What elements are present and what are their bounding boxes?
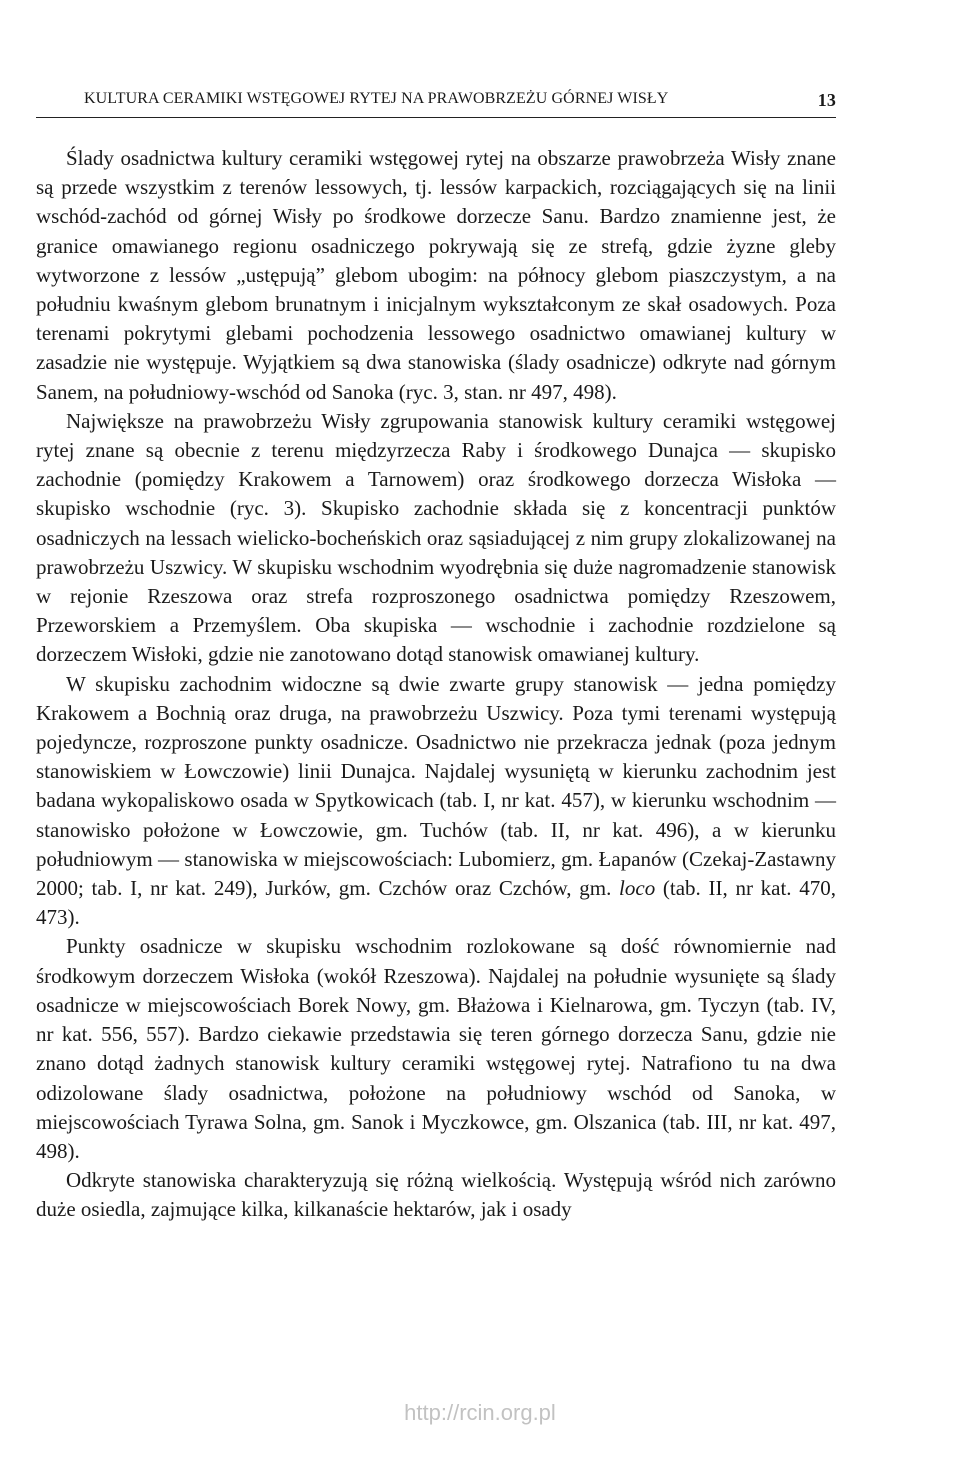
paragraph-2: Największe na prawobrzeżu Wisły zgrupowania stanowisk kultury ceramiki wstęgowej rytej znane są obecnie z terenu międzyrzecza Raby i środkowego Dunajca — skupisko zachodnie (pomiędzy Krakowem a Tarnowem) oraz środkowego dorzecza Wisłoka — skupisko wschodnie (ryc. 3). Skupisko zachodnie składa się z koncentracji punktów osadniczych na lessach wielicko-bocheńskich oraz sąsiadującej z nim grupy zlokalizowanej na prawobrzeżu Uszwicy. W skupisku wschodnim wyodrębnia się duże nagromadzenie stanowisk w rejonie Rzeszowa oraz strefa rozproszonego osadnictwa pomiędzy Rzeszowem, Przeworskiem a Przemyślem. Oba skupiska — wschodnie i zachodnie rozdzielone są dorzeczem Wisłoki, gdzie nie zanotowano dotąd stanowisk omawianej kultury. <box>36 408 836 667</box>
page-number: 13 <box>817 90 836 110</box>
watermark-link[interactable]: http://rcin.org.pl <box>404 1400 556 1425</box>
paragraph-5: Odkryte stanowiska charakteryzują się różną wielkością. Występują wśród nich zarówno duże osiedla, zajmujące kilka, kilkanaście hektarów, jak i osady <box>36 1168 836 1222</box>
body-text <box>36 144 836 1225</box>
paragraph-3-italic: loco <box>619 876 656 901</box>
paragraph-4: Punkty osadnicze w skupisku wschodnim rozlokowane są dość równomiernie nad środkowym dorzeczem Wisłoka (wokół Rzeszowa). Najdalej na południe wysunięte są ślady osadnicze w miejscowościach Borek Nowy, gm. Błażowa i Kielnarowa, gm. Tyczyn (tab. IV, nr kat. 556, 557). Bardzo ciekawie przedstawia się teren górnego dorzecza Sanu, gdzie nie znano dotąd żadnych stanowisk kultury ceramiki wstęgowej rytej. Natrafiono tu na dwa odizolowane ślady osadnictwa, położone na południowy wschód od Sanoka, w miejscowościach Tyrawa Solna, gm. Sanok i Myczkowce, gm. Olszanica (tab. III, nr kat. 497, 498). <box>36 934 836 1163</box>
paragraph-1: Ślady osadnictwa kultury ceramiki wstęgowej rytej na obszarze prawobrzeża Wisły znane są przede wszystkim z terenów lessowych, tj. lessów karpackich, rozciągających się na linii wschód-zachód od górnej Wisły po środkowe dorzecze Sanu. Bardzo znamienne jest, że granice omawianego regionu osadniczego pokrywają się ze strefą, gdzie żyzne gleby wytworzone z lessów „ustępują” glebom ubogim: na północy glebom piaszczystym, a na południu kwaśnym glebom brunatnym i inicjalnym wykształconym ze skał osadowych. Poza terenami pokrytymi glebami pochodzenia lessowego osadnictwo omawianej kultury w zasadzie nie występuje. Wyjątkiem są dwa stanowiska (ślady osadnicze) odkryte nad górnym Sanem, na południowy-wschód od Sanoka (ryc. 3, stan. nr 497, 498). <box>36 146 836 404</box>
header-rule <box>36 117 836 118</box>
paragraph-3-text: W skupisku zachodnim widoczne są dwie zwarte grupy stanowisk — jedna pomiędzy Krakowem a Bochnią oraz druga, na prawobrzeżu Uszwicy. Poza tymi terenami występują pojedyncze, rozproszone punkty osadnicze. Osadnictwo nie przekracza jednak (poza jednym stanowiskiem w Łowczowie) linii Dunajca. Najdalej wysuniętą w kierunku zachodnim jest badana wykopaliskowo osada w Spytkowicach (tab. I, nr kat. 457), w kierunku wschodnim — stanowisko położone w Łowczowie, gm. Tuchów (tab. II, nr kat. 496), a w kierunku południowym — stanowiska w miejscowościach: Lubomierz, gm. Łapanów (Czekaj-Zastawny 2000; tab. I, nr kat. 249), Jurków, gm. Czchów oraz Czchów, gm. <box>36 671 836 901</box>
paragraph-3-tail: (tab. II, nr kat. 470, 473). <box>36 876 836 930</box>
paragraph-3 <box>36 670 836 933</box>
running-header <box>36 90 836 114</box>
running-title: KULTURA CERAMIKI WSTĘGOWEJ RYTEJ NA PRAWOBRZEŻU GÓRNEJ WISŁY <box>84 90 669 107</box>
